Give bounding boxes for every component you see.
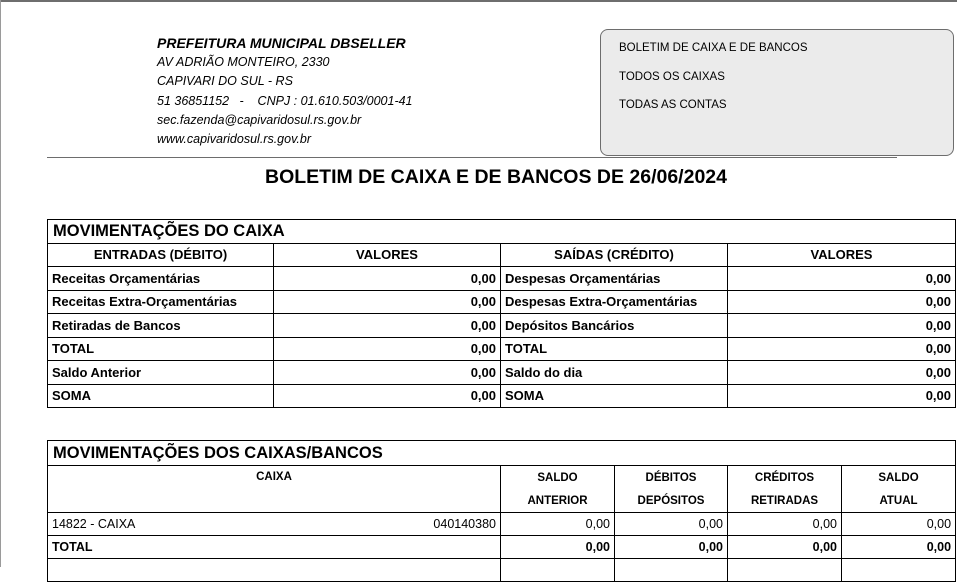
entry-label: Retiradas de Bancos (48, 314, 274, 338)
saldo-atual-value: 0,00 (842, 513, 956, 536)
entry-value: 0,00 (274, 361, 501, 385)
org-email: sec.fazenda@capivaridosul.rs.gov.br (157, 112, 362, 127)
exit-label: SOMA (501, 384, 728, 408)
header-saldo-atual-bottom: ATUAL (842, 489, 956, 513)
exit-value: 0,00 (728, 384, 956, 408)
header-debitos-bottom: DEPÓSITOS (615, 489, 728, 513)
total-label: TOTAL (48, 536, 501, 559)
total-saldo-anterior: 0,00 (501, 536, 615, 559)
header-valores-left: VALORES (274, 243, 501, 267)
table-row (48, 290, 956, 314)
entry-value: 0,00 (274, 290, 501, 314)
exit-value: 0,00 (728, 337, 956, 361)
exit-label: Depósitos Bancários (501, 314, 728, 338)
bancos-movements-table (47, 440, 956, 582)
exit-label: Despesas Orçamentárias (501, 267, 728, 291)
org-name: PREFEITURA MUNICIPAL DBSELLER (157, 35, 406, 51)
entry-label: Saldo Anterior (48, 361, 274, 385)
bancos-table-title: MOVIMENTAÇÕES DOS CAIXAS/BANCOS (48, 441, 956, 466)
exit-value: 0,00 (728, 290, 956, 314)
report-title: BOLETIM DE CAIXA E DE BANCOS DE 26/06/2024 (265, 166, 727, 188)
table-row (48, 337, 956, 361)
caixa-account: 040140380 (433, 517, 496, 531)
header-creditos-top: CRÉDITOS (728, 466, 842, 490)
entry-label: Receitas Orçamentárias (48, 267, 274, 291)
total-debitos: 0,00 (615, 536, 728, 559)
total-creditos: 0,00 (728, 536, 842, 559)
org-website: www.capivaridosul.rs.gov.br (157, 132, 311, 147)
org-city: CAPIVARI DO SUL - RS (157, 74, 293, 89)
entry-label: TOTAL (48, 337, 274, 361)
exit-label: TOTAL (501, 337, 728, 361)
table-row (48, 361, 956, 385)
org-header (157, 34, 413, 149)
debitos-value: 0,00 (615, 513, 728, 536)
exit-value: 0,00 (728, 314, 956, 338)
caixa-movements-table (47, 219, 956, 408)
saldo-anterior-value: 0,00 (501, 513, 615, 536)
table-row (48, 513, 956, 536)
header-creditos-bottom: RETIRADAS (728, 489, 842, 513)
creditos-value: 0,00 (728, 513, 842, 536)
exit-label: Saldo do dia (501, 361, 728, 385)
table-row (48, 267, 956, 291)
report-info-box (600, 29, 954, 156)
header-caixa: CAIXA (48, 466, 501, 513)
total-row (48, 536, 956, 559)
entry-value: 0,00 (274, 337, 501, 361)
header-entradas: ENTRADAS (DÉBITO) (48, 243, 274, 267)
entry-value: 0,00 (274, 314, 501, 338)
entry-value: 0,00 (274, 384, 501, 408)
table-row-partial (48, 559, 956, 582)
page-top-border (0, 0, 957, 2)
caixa-cell (48, 513, 501, 536)
exit-value: 0,00 (728, 361, 956, 385)
header-saldo-atual-top: SALDO (842, 466, 956, 490)
header-divider (47, 157, 897, 158)
caixa-name: 14822 - CAIXA (52, 517, 136, 531)
org-phone-cnpj: 51 36851152 - CNPJ : 01.610.503/0001-41 (157, 93, 413, 108)
org-address: AV ADRIÃO MONTEIRO, 2330 (157, 55, 330, 70)
caixa-table-title: MOVIMENTAÇÕES DO CAIXA (48, 220, 956, 244)
total-saldo-atual: 0,00 (842, 536, 956, 559)
header-saldo-anterior-bottom: ANTERIOR (501, 489, 615, 513)
entry-label: Receitas Extra-Orçamentárias (48, 290, 274, 314)
header-saldo-anterior-top: SALDO (501, 466, 615, 490)
info-line-report: BOLETIM DE CAIXA E DE BANCOS (619, 42, 808, 54)
table-row (48, 384, 956, 408)
exit-label: Despesas Extra-Orçamentárias (501, 290, 728, 314)
header-debitos-top: DÉBITOS (615, 466, 728, 490)
exit-value: 0,00 (728, 267, 956, 291)
entry-label: SOMA (48, 384, 274, 408)
table-row (48, 314, 956, 338)
page-left-border (0, 0, 1, 567)
header-saidas: SAÍDAS (CRÉDITO) (501, 243, 728, 267)
info-line-contas: TODAS AS CONTAS (619, 99, 727, 111)
entry-value: 0,00 (274, 267, 501, 291)
info-line-caixas: TODOS OS CAIXAS (619, 70, 725, 83)
header-valores-right: VALORES (728, 243, 956, 267)
